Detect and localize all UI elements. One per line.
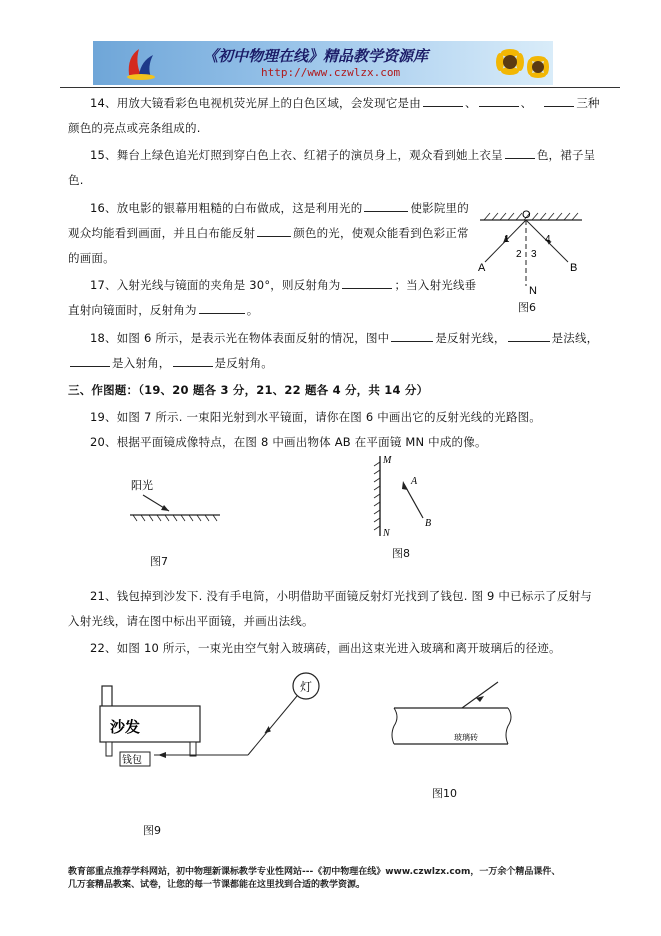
q18-line2: 是入射角， 是反射角。 bbox=[68, 355, 273, 371]
q16-line1: 16、放电影的银幕用粗糙的白布做成，这是利用光的 使影院里的 bbox=[90, 201, 469, 215]
fig8-label-b: B bbox=[425, 518, 432, 529]
fig9-lamp-label: 灯 bbox=[300, 680, 313, 694]
q18-line1: 18、如图 6 所示，是表示光在物体表面反射的情况，图中 是反射光线， 是法线， bbox=[90, 331, 599, 345]
fig10-left-break bbox=[392, 708, 397, 744]
q16-line2: 观众均能看到画面，并且白布能反射 颜色的光，使观众能看到色彩正常 bbox=[68, 226, 469, 240]
section3-heading: 三、作图题：（19、20 题各 3 分，21、22 题各 4 分，共 14 分） bbox=[68, 383, 429, 397]
fig6-label-o: O bbox=[522, 210, 531, 221]
header-rule bbox=[60, 87, 620, 88]
banner-title: 《初中物理在线》精品教学资源库 bbox=[203, 47, 429, 65]
fig9-sofa-leg-left bbox=[106, 742, 112, 756]
fig7-arrow bbox=[161, 505, 169, 511]
q14-line2: 颜色的亮点或亮条组成的. bbox=[68, 121, 201, 135]
fig8-arrow bbox=[402, 481, 408, 490]
fig9-sofa-leg-right bbox=[190, 742, 196, 756]
fig9-caption: 图9 bbox=[143, 824, 161, 837]
banner-url: http://www.czwlzx.com bbox=[261, 66, 401, 79]
q21-line2: 入射光线，请在图中标出平面镜，并画出法线。 bbox=[68, 614, 314, 628]
fig10-right-break bbox=[506, 708, 511, 744]
q15-line1: 15、舞台上绿色追光灯照到穿白色上衣、红裙子的演员身上，观众看到她上衣呈 色，裙子呈 bbox=[90, 148, 596, 162]
header-banner bbox=[93, 41, 553, 85]
fig9-arrow-in bbox=[264, 726, 271, 735]
q21-line1: 21、钱包掉到沙发下. 没有手电筒，小明借助平面镜反射灯光找到了钱包. 图 9 中已标示了反射与 bbox=[90, 589, 592, 603]
fig8-hatch bbox=[374, 462, 380, 530]
fig7-label: 阳光 bbox=[131, 479, 153, 492]
q19-text: 19、如图 7 所示. 一束阳光射到水平镜面，请你在图 6 中画出它的反射光线的光路图。 bbox=[90, 410, 541, 424]
logo-icon bbox=[123, 45, 157, 81]
fig9-sofa-label: 沙发 bbox=[110, 718, 141, 736]
figure-8-plane-mirror bbox=[368, 450, 443, 540]
q20-text: 20、根据平面镜成像特点，在图 8 中画出物体 AB 在平面镜 MN 中成的像。 bbox=[90, 435, 487, 449]
q16-line3: 的画面。 bbox=[68, 251, 115, 265]
footer-line1: 教育部重点推荐学科网站，初中物理新课标教学专业性网站---《初中物理在线》www.czwlzx.com，一万余个精品课件、 bbox=[68, 867, 561, 877]
fig7-hatch bbox=[133, 515, 217, 521]
fig6-caption: 图6 bbox=[518, 301, 536, 314]
fig8-label-m: M bbox=[383, 455, 392, 466]
fig10-glass-label: 玻璃砖 bbox=[454, 733, 478, 742]
fig6-label-b: B bbox=[570, 262, 578, 274]
fig9-incident-ray bbox=[248, 696, 297, 755]
figure-6-reflection bbox=[470, 210, 590, 305]
fig6-label-3: 3 bbox=[531, 249, 537, 260]
fig6-label-1: 1 bbox=[504, 234, 510, 245]
fig8-caption: 图8 bbox=[392, 547, 410, 560]
fig8-label-a: A bbox=[411, 476, 418, 487]
figure-10-glass-block bbox=[390, 680, 515, 750]
fig6-label-a: A bbox=[478, 262, 486, 274]
fig9-arrow-out bbox=[158, 752, 166, 758]
figure-7-sunlight bbox=[125, 475, 225, 530]
fig8-label-n: N bbox=[383, 528, 390, 539]
fig7-caption: 图7 bbox=[150, 555, 168, 568]
q22-text: 22、如图 10 所示，一束光由空气射入玻璃砖，画出这束光进入玻璃和离开玻璃后的径迹。 bbox=[90, 641, 561, 655]
fig6-mirror-hatch bbox=[484, 213, 578, 220]
sunflower-icon bbox=[488, 41, 553, 85]
fig6-label-n: N bbox=[529, 285, 537, 297]
q14-line1: 14、用放大镜看彩色电视机荧光屏上的白色区域，会发现它是由 、 、 三种 bbox=[90, 96, 600, 110]
fig6-label-4: 4 bbox=[545, 234, 551, 245]
q17-line1: 17、入射光线与镜面的夹角是 30°，则反射角为 ；当入射光线垂 bbox=[90, 278, 477, 292]
q15-line2: 色. bbox=[68, 173, 84, 187]
fig9-wallet-label: 钱包 bbox=[122, 755, 142, 766]
fig10-caption: 图10 bbox=[432, 787, 457, 800]
fig10-incident-ray bbox=[462, 682, 498, 708]
footer-line2: 几万套精品教案、试卷，让您的每一节课都能在这里找到合适的教学资源。 bbox=[68, 880, 366, 890]
figure-9-sofa-lamp bbox=[98, 668, 338, 773]
fig6-label-2: 2 bbox=[516, 249, 522, 260]
q17-line2: 直射向镜面时，反射角为 。 bbox=[68, 303, 259, 317]
